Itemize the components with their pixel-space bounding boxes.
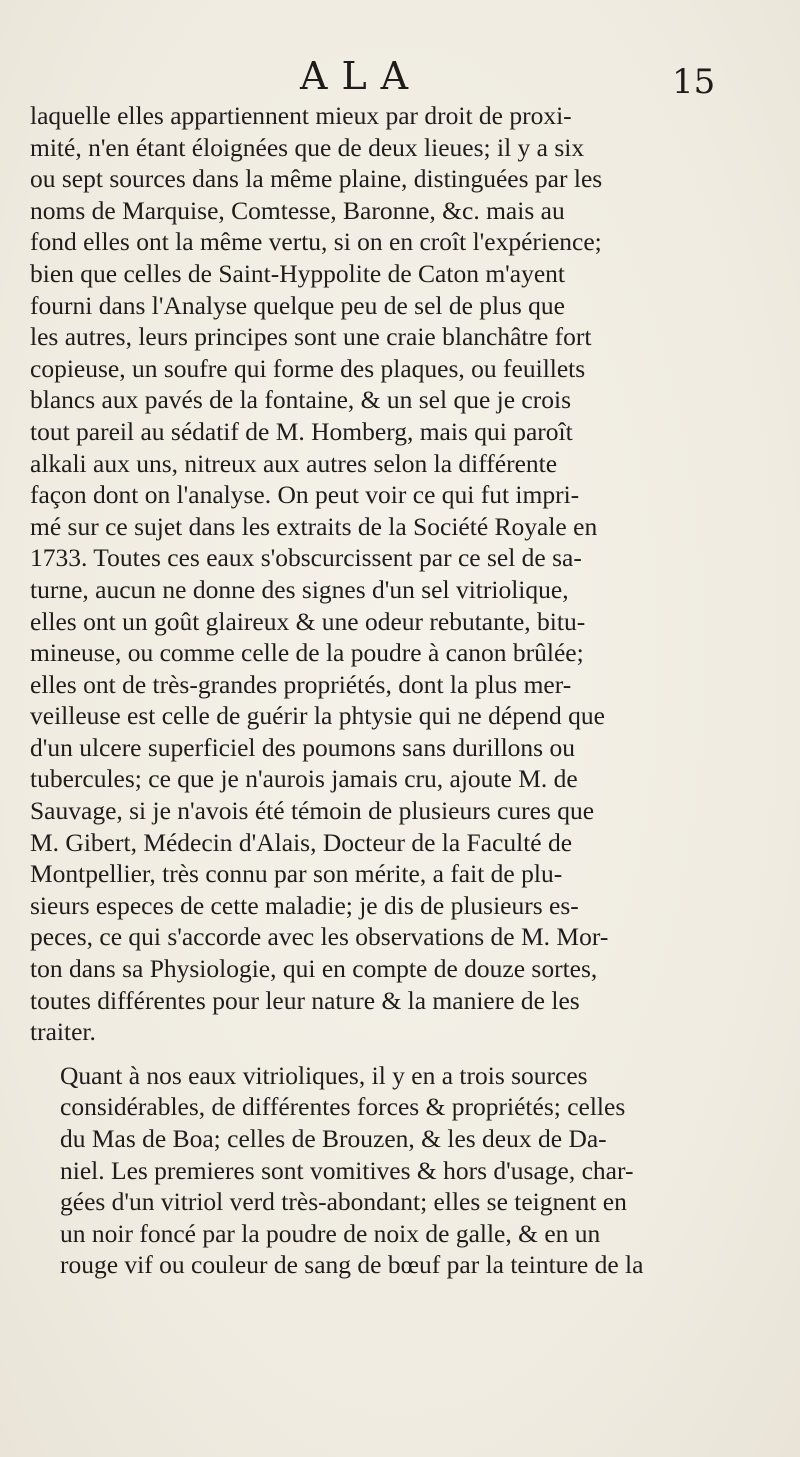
text-line: niel. Les premieres sont vomitives & hors d'usage, char- <box>60 1155 634 1185</box>
text-line: noms de Marquise, Comtesse, Baronne, &c. mais au <box>30 195 565 225</box>
text-line: elles ont un goût glaireux & une odeur rebutante, bitu- <box>30 606 586 636</box>
text-line: mineuse, ou comme celle de la poudre à canon brûlée; <box>30 638 584 668</box>
text-line: blancs aux pavés de la fontaine, & un sel que je crois <box>30 385 571 415</box>
text-line: tout pareil au sédatif de M. Homberg, mais qui paroît <box>30 416 573 446</box>
text-line: les autres, leurs principes sont une craie blanchâtre fort <box>30 322 592 352</box>
text-line: du Mas de Boa; celles de Brouzen, & les deux de Da- <box>60 1124 607 1153</box>
text-line: gées d'un vitriol verd très-abondant; elles se teignent en <box>60 1187 627 1217</box>
text-line: toutes différentes pour leur nature & la maniere de les <box>30 985 580 1015</box>
text-line: rouge vif ou couleur de sang de bœuf par la teinture de la <box>60 1250 644 1280</box>
running-head: ALA <box>300 54 423 98</box>
text-line: ou sept sources dans la même plaine, distinguées par les <box>30 164 603 194</box>
text-line: Sauvage, si je n'avois été témoin de plusieurs cures que <box>30 796 595 826</box>
text-line: fond elles ont la même vertu, si on en croît l'expérience; <box>30 227 602 257</box>
text-line: turne, aucun ne donne des signes d'un sel vitriolique, <box>30 574 569 604</box>
paragraph-2 <box>30 1060 730 1281</box>
text-line: façon dont on l'analyse. On peut voir ce qui fut impri- <box>30 480 580 510</box>
body-text <box>30 100 730 1281</box>
text-line: mé sur ce sujet dans les extraits de la Société Royale en <box>30 511 598 541</box>
text-line: ton dans sa Physiologie, qui en compte de douze sortes, <box>30 954 598 984</box>
text-line: sieurs especes de cette maladie; je dis de plusieurs es- <box>30 890 579 920</box>
text-line: elles ont de très-grandes propriétés, dont la plus mer- <box>30 669 572 699</box>
text-line: un noir foncé par la poudre de noix de galle, & en un <box>60 1218 601 1248</box>
text-line: d'un ulcere superficiel des poumons sans durillons ou <box>30 732 575 762</box>
text-line: veilleuse est celle de guérir la phtysie qui ne dépend que <box>30 701 605 731</box>
page-number: 15 <box>672 62 716 102</box>
text-line: M. Gibert, Médecin d'Alais, Docteur de la Faculté de <box>30 827 573 857</box>
text-line: copieuse, un soufre qui forme des plaques, ou feuillets <box>30 353 586 383</box>
text-line: Montpellier, très connu par son mérite, a fait de plu- <box>30 859 563 889</box>
text-line: alkali aux uns, nitreux aux autres selon la différente <box>30 448 558 478</box>
text-line: 1733. Toutes ces eaux s'obscurcissent par ce sel de sa- <box>30 543 582 573</box>
text-line: traiter. <box>30 1017 96 1047</box>
text-line: fourni dans l'Analyse quelque peu de sel de plus que <box>30 290 566 320</box>
text-line: laquelle elles appartiennent mieux par droit de proxi- <box>30 101 572 130</box>
text-line: Quant à nos eaux vitrioliques, il y en a trois sources <box>60 1060 588 1090</box>
paragraph-1 <box>30 100 730 1048</box>
text-line: considérables, de différentes forces & propriétés; celles <box>60 1092 626 1122</box>
text-line: tubercules; ce que je n'aurois jamais cru, ajoute M. de <box>30 764 578 794</box>
text-line: peces, ce qui s'accorde avec les observations de M. Mor- <box>30 922 609 952</box>
text-line: mité, n'en étant éloignées que de deux lieues; il y a six <box>30 132 585 162</box>
text-line: bien que celles de Saint-Hyppolite de Caton m'ayent <box>30 258 565 288</box>
